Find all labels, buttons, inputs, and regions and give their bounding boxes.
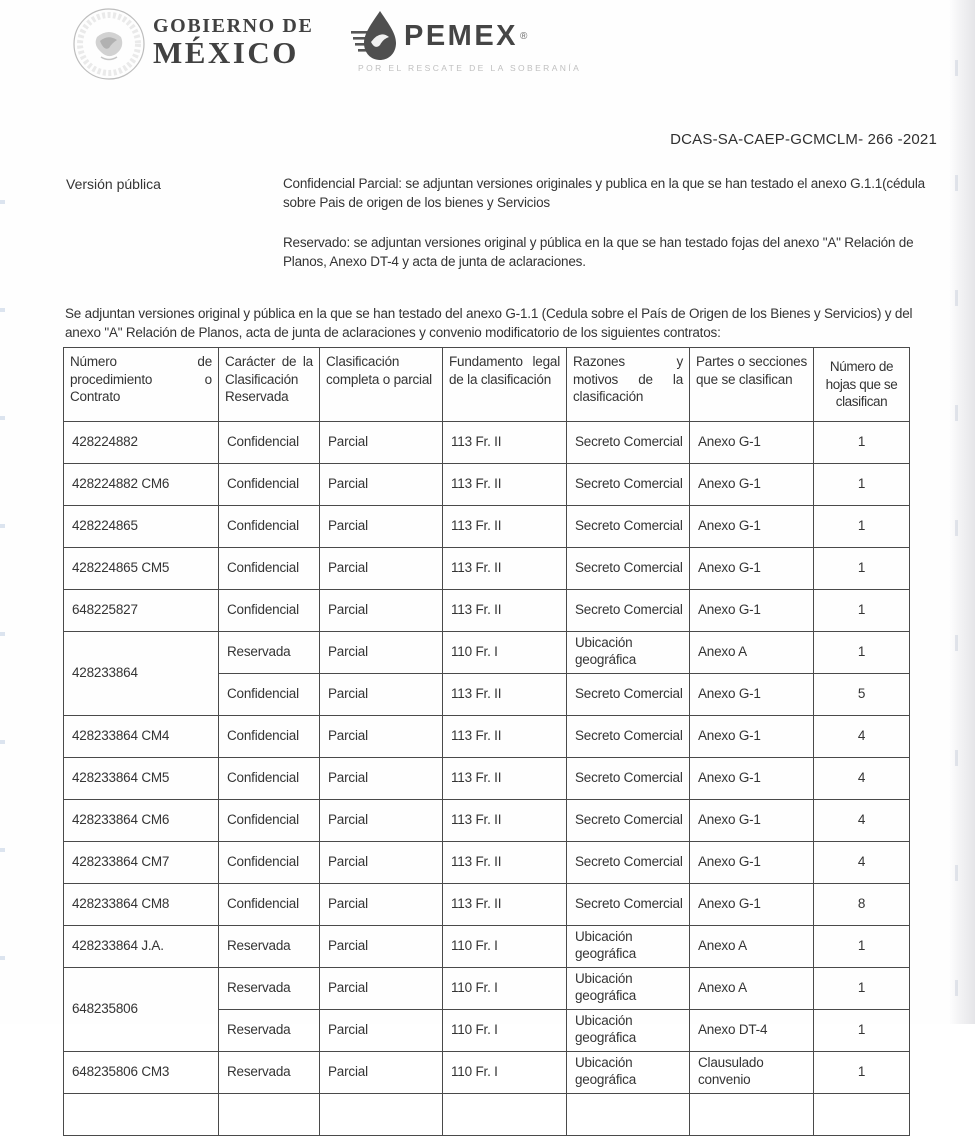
table-cell: 110 Fr. I bbox=[443, 925, 567, 967]
intro-paragraph: Se adjuntan versiones original y pública en la que se han testado del anexo G-1.1 (Cedula sobre el País de Origen de los Bienes y Servicios) y del anexo "A" Relación de Planos, acta de junta de aclaraciones y convenio modificatorio de los siguientes contratos: bbox=[65, 305, 913, 340]
table-cell: Anexo G-1 bbox=[690, 589, 814, 631]
table-cell: 113 Fr. II bbox=[443, 757, 567, 799]
table-cell: Confidencial bbox=[219, 757, 320, 799]
classification-table bbox=[63, 347, 910, 1136]
table-cell: 110 Fr. I bbox=[443, 967, 567, 1009]
table-cell: 1 bbox=[814, 1051, 910, 1093]
table-cell: Ubicación geográfica bbox=[567, 925, 690, 967]
pemex-wordmark: PEMEX bbox=[404, 19, 519, 52]
table-row bbox=[64, 757, 910, 799]
table-cell: Secreto Comercial bbox=[567, 589, 690, 631]
table-cell: Anexo A bbox=[690, 925, 814, 967]
table-cell: 113 Fr. II bbox=[443, 589, 567, 631]
table-cell: Confidencial bbox=[219, 547, 320, 589]
table-cell: Parcial bbox=[320, 1009, 443, 1051]
table-cell: Parcial bbox=[320, 799, 443, 841]
classification-table-body bbox=[64, 421, 910, 1135]
table-cell: Reservada bbox=[219, 967, 320, 1009]
gobierno-wordmark bbox=[153, 15, 313, 69]
table-cell: Parcial bbox=[320, 421, 443, 463]
mexico-seal-icon bbox=[70, 5, 148, 83]
table-row bbox=[64, 883, 910, 925]
scan-artifact-right bbox=[955, 60, 958, 1020]
table-cell: 1 bbox=[814, 1009, 910, 1051]
table-cell: 113 Fr. II bbox=[443, 673, 567, 715]
table-cell: 110 Fr. I bbox=[443, 1009, 567, 1051]
table-row bbox=[64, 463, 910, 505]
table-cell: Ubicación geográfica bbox=[567, 967, 690, 1009]
table-cell: Anexo G-1 bbox=[690, 799, 814, 841]
table-cell: Parcial bbox=[320, 673, 443, 715]
table-cell: Parcial bbox=[320, 1051, 443, 1093]
table-cell: Parcial bbox=[320, 547, 443, 589]
scan-artifact-left bbox=[0, 200, 5, 1000]
table-cell: 110 Fr. I bbox=[443, 1051, 567, 1093]
table-cell: 428233864 bbox=[64, 631, 219, 715]
table-cell: 113 Fr. II bbox=[443, 715, 567, 757]
header-numero-procedimiento: Número de procedimiento o Contrato bbox=[64, 348, 219, 422]
table-cell: Confidencial bbox=[219, 841, 320, 883]
pemex-tagline: POR EL RESCATE DE LA SOBERANÍA bbox=[358, 63, 582, 73]
table-cell: 113 Fr. II bbox=[443, 505, 567, 547]
table-cell: 113 Fr. II bbox=[443, 883, 567, 925]
table-row bbox=[64, 505, 910, 547]
table-cell: 113 Fr. II bbox=[443, 799, 567, 841]
confidencial-paragraph: Confidencial Parcial: se adjuntan versiones originales y publica en la que se han testado el anexo G.1.1(cédula sobre Pais de origen de los bienes y Servicios bbox=[283, 176, 925, 210]
table-cell: Anexo G-1 bbox=[690, 505, 814, 547]
table-row bbox=[64, 1051, 910, 1093]
table-cell: Reservada bbox=[219, 1051, 320, 1093]
table-cell: Ubicación geográfica bbox=[567, 1051, 690, 1093]
reference-number: DCAS-SA-CAEP-GCMCLM- 266 -2021 bbox=[670, 131, 937, 148]
table-cell: 5 bbox=[814, 673, 910, 715]
table-cell: Parcial bbox=[320, 925, 443, 967]
table-cell: 1 bbox=[814, 967, 910, 1009]
reservado-paragraph: Reservado: se adjuntan versiones original y pública en la que se han testado fojas del anexo "A" Relación de Planos, Anexo DT-4 y acta de junta de aclaraciones. bbox=[283, 235, 914, 269]
table-row bbox=[64, 841, 910, 883]
header-clasificacion-completa: Clasificación completa o parcial bbox=[320, 348, 443, 422]
table-cell: Confidencial bbox=[219, 463, 320, 505]
table-cell: Secreto Comercial bbox=[567, 505, 690, 547]
table-row bbox=[64, 589, 910, 631]
table-cell: 4 bbox=[814, 841, 910, 883]
table-cell: 1 bbox=[814, 547, 910, 589]
table-cell: Anexo A bbox=[690, 967, 814, 1009]
table-cell: 428233864 CM4 bbox=[64, 715, 219, 757]
table-cell: 8 bbox=[814, 883, 910, 925]
table-cell: 428224865 bbox=[64, 505, 219, 547]
table-cell: Parcial bbox=[320, 589, 443, 631]
table-cell: 1 bbox=[814, 505, 910, 547]
table-cell: Anexo G-1 bbox=[690, 841, 814, 883]
table-cell: Anexo G-1 bbox=[690, 547, 814, 589]
table-cell bbox=[690, 1093, 814, 1135]
table-cell: 648235806 bbox=[64, 967, 219, 1051]
table-cell: 113 Fr. II bbox=[443, 463, 567, 505]
table-cell: Secreto Comercial bbox=[567, 757, 690, 799]
registered-mark-icon: ® bbox=[520, 30, 528, 42]
gobierno-line1: GOBIERNO DE bbox=[153, 15, 314, 37]
table-cell: Secreto Comercial bbox=[567, 841, 690, 883]
table-cell: Secreto Comercial bbox=[567, 883, 690, 925]
table-cell bbox=[443, 1093, 567, 1135]
table-cell: 428224865 CM5 bbox=[64, 547, 219, 589]
table-row bbox=[64, 421, 910, 463]
table-cell: Secreto Comercial bbox=[567, 463, 690, 505]
table-cell: Parcial bbox=[320, 883, 443, 925]
table-cell: Secreto Comercial bbox=[567, 421, 690, 463]
table-cell: Parcial bbox=[320, 967, 443, 1009]
table-cell: 4 bbox=[814, 715, 910, 757]
table-row bbox=[64, 925, 910, 967]
table-cell: 1 bbox=[814, 463, 910, 505]
table-cell: 1 bbox=[814, 631, 910, 673]
table-cell: 648225827 bbox=[64, 589, 219, 631]
version-label: Versión pública bbox=[66, 176, 161, 192]
table-row bbox=[64, 1093, 910, 1135]
table-cell: 428233864 CM7 bbox=[64, 841, 219, 883]
table-cell: Ubicación geográfica bbox=[567, 1009, 690, 1051]
table-cell: Secreto Comercial bbox=[567, 673, 690, 715]
table-cell: Parcial bbox=[320, 505, 443, 547]
scan-edge-shadow bbox=[949, 0, 975, 1024]
table-cell: Secreto Comercial bbox=[567, 547, 690, 589]
table-cell: Anexo G-1 bbox=[690, 757, 814, 799]
table-header-row bbox=[64, 348, 910, 422]
table-cell: Anexo A bbox=[690, 631, 814, 673]
table-cell: Anexo G-1 bbox=[690, 463, 814, 505]
version-paragraphs bbox=[283, 174, 941, 292]
header-caracter-clasificacion: Carácter de la Clasificación Reservada bbox=[219, 348, 320, 422]
table-cell: Parcial bbox=[320, 463, 443, 505]
table-cell: Confidencial bbox=[219, 673, 320, 715]
table-cell: 113 Fr. II bbox=[443, 547, 567, 589]
table-cell: Clausulado convenio bbox=[690, 1051, 814, 1093]
table-cell: 4 bbox=[814, 757, 910, 799]
table-cell: Anexo G-1 bbox=[690, 883, 814, 925]
table-cell: 113 Fr. II bbox=[443, 841, 567, 883]
table-cell: 428224882 CM6 bbox=[64, 463, 219, 505]
pemex-drop-icon bbox=[350, 10, 400, 62]
pemex-logo bbox=[350, 10, 581, 73]
table-cell bbox=[219, 1093, 320, 1135]
table-cell: 110 Fr. I bbox=[443, 631, 567, 673]
table-cell: Confidencial bbox=[219, 505, 320, 547]
table-row bbox=[64, 547, 910, 589]
table-cell: Reservada bbox=[219, 1009, 320, 1051]
header-partes-secciones: Partes o secciones que se clasifican bbox=[690, 348, 814, 422]
table-cell: Reservada bbox=[219, 631, 320, 673]
table-cell: 428233864 CM5 bbox=[64, 757, 219, 799]
table-cell: Parcial bbox=[320, 757, 443, 799]
table-cell: Confidencial bbox=[219, 421, 320, 463]
table-cell: Secreto Comercial bbox=[567, 715, 690, 757]
table-cell: 428233864 CM6 bbox=[64, 799, 219, 841]
table-cell bbox=[320, 1093, 443, 1135]
table-cell: 1 bbox=[814, 589, 910, 631]
table-cell bbox=[814, 1093, 910, 1135]
table-cell: Confidencial bbox=[219, 883, 320, 925]
table-cell: 648235806 CM3 bbox=[64, 1051, 219, 1093]
table-row bbox=[64, 967, 910, 1009]
table-cell: Ubicación geográfica bbox=[567, 631, 690, 673]
table-cell: 428224882 bbox=[64, 421, 219, 463]
table-row bbox=[64, 715, 910, 757]
table-cell: Confidencial bbox=[219, 589, 320, 631]
table-cell: Confidencial bbox=[219, 799, 320, 841]
header-numero-hojas: Número de hojas que se clasifican bbox=[814, 348, 910, 422]
table-cell: Reservada bbox=[219, 925, 320, 967]
gobierno-line2: MÉXICO bbox=[153, 35, 299, 70]
table-cell bbox=[567, 1093, 690, 1135]
table-cell: Anexo DT-4 bbox=[690, 1009, 814, 1051]
table-cell: 1 bbox=[814, 421, 910, 463]
table-cell bbox=[64, 1093, 219, 1135]
table-cell: Secreto Comercial bbox=[567, 799, 690, 841]
table-cell: 428233864 CM8 bbox=[64, 883, 219, 925]
table-cell: Parcial bbox=[320, 841, 443, 883]
table-row bbox=[64, 631, 910, 673]
header-fundamento-legal: Fundamento legal de la clasificación bbox=[443, 348, 567, 422]
table-cell: Parcial bbox=[320, 715, 443, 757]
table-cell: Anexo G-1 bbox=[690, 421, 814, 463]
table-cell: 113 Fr. II bbox=[443, 421, 567, 463]
table-cell: 428233864 J.A. bbox=[64, 925, 219, 967]
table-cell: Anexo G-1 bbox=[690, 715, 814, 757]
table-cell: 4 bbox=[814, 799, 910, 841]
header-razones-motivos: Razones y motivos de la clasificación bbox=[567, 348, 690, 422]
table-row bbox=[64, 799, 910, 841]
table-cell: Parcial bbox=[320, 631, 443, 673]
table-cell: Confidencial bbox=[219, 715, 320, 757]
table-cell: 1 bbox=[814, 925, 910, 967]
table-cell: Anexo G-1 bbox=[690, 673, 814, 715]
